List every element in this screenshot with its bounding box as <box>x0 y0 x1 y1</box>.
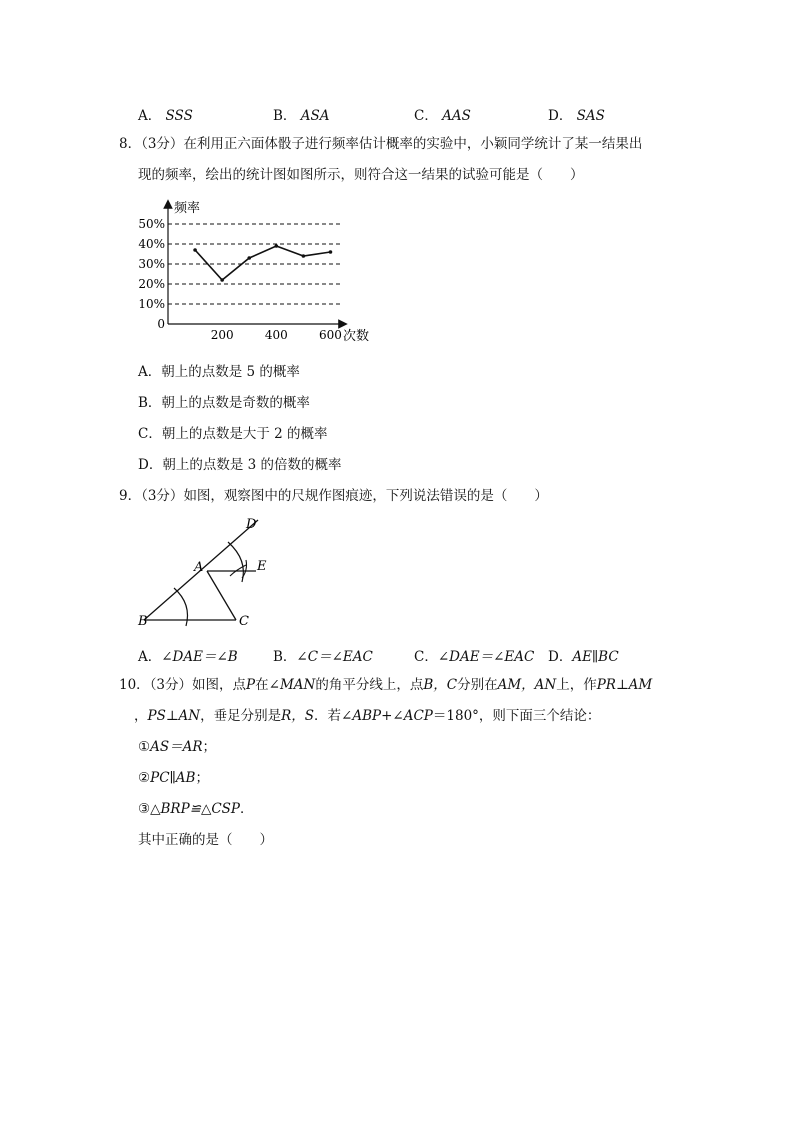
label-C: C <box>239 614 249 629</box>
q8-option-d: D．朝上的点数是 3 的倍数的概率 <box>138 457 342 473</box>
x-tick-label: 600 <box>319 328 342 342</box>
data-point <box>247 256 251 260</box>
y-axis-label: 频率 <box>174 201 201 216</box>
q8-frequency-chart <box>135 198 385 348</box>
q8-option-b: B．朝上的点数是奇数的概率 <box>138 395 310 411</box>
q8-option-a: A．朝上的点数是 5 的概率 <box>138 364 300 380</box>
q10-number: 10． <box>119 677 150 693</box>
y-tick-label: 10% <box>138 297 165 311</box>
q10-score: （3分） <box>149 677 193 693</box>
q10-question: 其中正确的是（ ） <box>138 832 273 848</box>
frequency-series-line <box>195 246 330 280</box>
label-E: E <box>257 559 267 574</box>
y-tick-label: 0 <box>157 317 165 331</box>
y-tick-label: 40% <box>138 237 165 251</box>
q10-conclusion-1: ①AS＝AR； <box>138 739 217 755</box>
y-tick-label: 20% <box>138 277 165 291</box>
q9-construction-figure <box>130 512 290 636</box>
x-tick-label: 400 <box>264 328 288 342</box>
q9-stem: 9．（3分）如图，观察图中的尺规作图痕迹，下列说法错误的是（ ） <box>119 488 548 504</box>
q8-stem-line2: 现的频率，绘出的统计图如图所示，则符合这一结果的试验可能是（ ） <box>138 167 584 183</box>
data-point <box>275 244 279 248</box>
y-tick-label: 50% <box>138 217 165 231</box>
q9-option-d: D．AE∥BC <box>548 649 619 665</box>
q9-option-a: A．∠DAE＝∠B <box>138 649 238 665</box>
x-tick-label: 200 <box>210 328 234 342</box>
x-axis-label: 次数 <box>343 329 370 344</box>
q7-option-c: C． AAS <box>414 108 471 124</box>
q7-option-b: B． ASA <box>273 108 330 124</box>
q9-option-c: C．∠DAE＝∠EAC <box>414 649 535 665</box>
data-point <box>329 250 333 254</box>
data-point <box>220 278 224 282</box>
q8-stem-line1: 8．（3分）在利用正六面体骰子进行频率估计概率的实验中，小颖同学统计了某一结果出 <box>119 136 643 152</box>
label-B: B <box>138 614 148 629</box>
y-tick-label: 30% <box>138 257 165 271</box>
q8-number: 8． <box>119 136 142 152</box>
q9-number: 9． <box>119 488 142 504</box>
q8-score: （3分） <box>141 136 184 152</box>
data-point <box>302 254 306 258</box>
label-D: D <box>246 517 257 532</box>
q7-option-a: A． SSS <box>138 108 193 124</box>
q10-stem-line1: 10．（3分）如图，点P在∠MAN的角平分线上，点B，C分别在AM，AN上，作PR⊥AM <box>119 677 653 693</box>
data-point <box>193 248 197 252</box>
q10-conclusion-2: ②PC∥AB； <box>138 770 209 786</box>
q9-score: （3分） <box>141 488 184 504</box>
q9-option-b: B．∠C＝∠EAC <box>273 649 373 665</box>
q8-option-c: C．朝上的点数是大于 2 的概率 <box>138 426 328 442</box>
q10-conclusion-3: ③△BRP≌△CSP． <box>138 801 254 817</box>
line-AC <box>207 571 236 620</box>
label-A: A <box>194 560 204 575</box>
q7-option-d: D． SAS <box>548 108 605 124</box>
q10-stem-line2: ，PS⊥AN，垂足分别是R，S．若∠ABP+∠ACP＝180°，则下面三个结论： <box>134 708 601 724</box>
